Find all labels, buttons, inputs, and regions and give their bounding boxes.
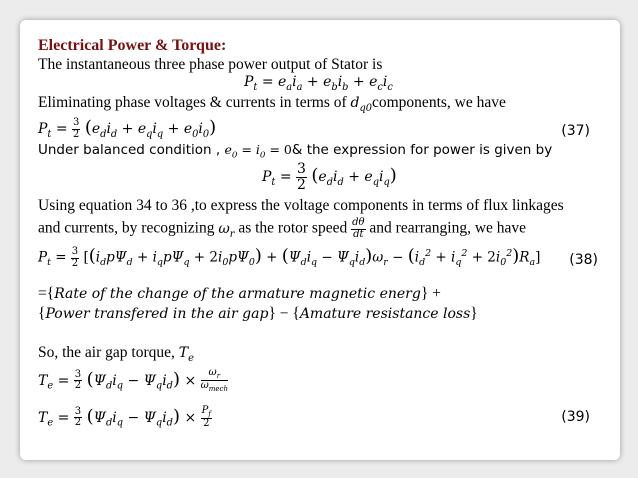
equation-39: $T_e$ = $\frac{3}{2}$ $(\Psi_di_q - \Psi_qi_d)$ × $\frac{P_f}{2}$ xyxy=(38,405,211,430)
eq39-number: (39) xyxy=(561,409,590,425)
dq0-symbol: $d_{q0}$ xyxy=(350,95,372,114)
balanced-text-a: Under balanced condition , xyxy=(38,142,221,158)
equation-38: $P_t$ = $\frac{3}{2}$ $[(i_dp\Psi_d + i_qp\Psi_q + 2i_0p\Psi_0) + (\Psi_di_q - \Psi_qi_d)\omega_r - (i_d^2 + i_q^2 + 2i_0^2)R_a]$ xyxy=(38,245,541,269)
balanced-text-b: & the expression for power is given by xyxy=(291,142,553,158)
currents-text-c: and rearranging, we have xyxy=(369,219,527,237)
currents-text-b: as the rotor speed xyxy=(238,219,348,237)
eq38-number: (38) xyxy=(569,252,598,268)
rate-line: ={Rate of the change of the armature magnetic energ} + xyxy=(38,285,441,302)
airgap-text: So, the air gap torque, xyxy=(38,344,175,361)
omega-r-symbol: $\omega_r$ xyxy=(218,220,235,240)
rate-text: Rate of the change of the armature magnetic energ xyxy=(54,286,421,302)
stator-line: The instantaneous three phase power output of Stator is xyxy=(38,56,383,73)
balanced-line xyxy=(38,144,552,160)
armature-loss-text: Amature resistance loss xyxy=(299,306,471,322)
using-equation-line: Using equation 34 to 36 ,to express the voltage components in terms of flux linkages xyxy=(38,197,564,214)
currents-line xyxy=(38,218,526,240)
power-transfer-text: Power transfered in the air gap xyxy=(45,306,269,322)
balanced-condition-eq: $e_0 = i_0 = 0$ xyxy=(224,142,292,161)
equation-torque-omega: $T_e$ = $\frac{3}{2}$ $(\Psi_di_q - \Psi_qi_d)$ × $\frac{\omega_r}{\omega_{mech}}$ xyxy=(38,367,228,394)
slide-title: Electrical Power & Torque: xyxy=(38,37,227,54)
eliminating-text-b: components, we have xyxy=(372,94,506,111)
eliminating-line xyxy=(38,95,506,114)
slide-card xyxy=(20,20,620,460)
equation-37: $P_t$ = $\frac{3}{2}$ $(e_di_d + e_qi_q + e_0i_0)$ xyxy=(38,117,217,140)
eq37-number: (37) xyxy=(561,123,590,139)
power-transfer-line: {Power transfered in the air gap} − {Amature resistance loss} xyxy=(38,305,478,322)
dtheta-dt: $\frac{d\theta}{dt}$ xyxy=(352,217,365,240)
te-symbol: $T_e$ xyxy=(178,345,194,364)
currents-text-a: and currents, by recognizing xyxy=(38,219,215,237)
equation-balanced-power: $P_t$ = $\frac{3}{2}$ $(e_di_d + e_qi_q)$ xyxy=(262,161,397,193)
eliminating-text-a: Eliminating phase voltages & currents in terms of xyxy=(38,94,351,111)
airgap-torque-line xyxy=(38,345,194,364)
equation-power-instantaneous: $P_t = e_ai_a + e_bi_b + e_ci_c$ xyxy=(244,74,393,93)
